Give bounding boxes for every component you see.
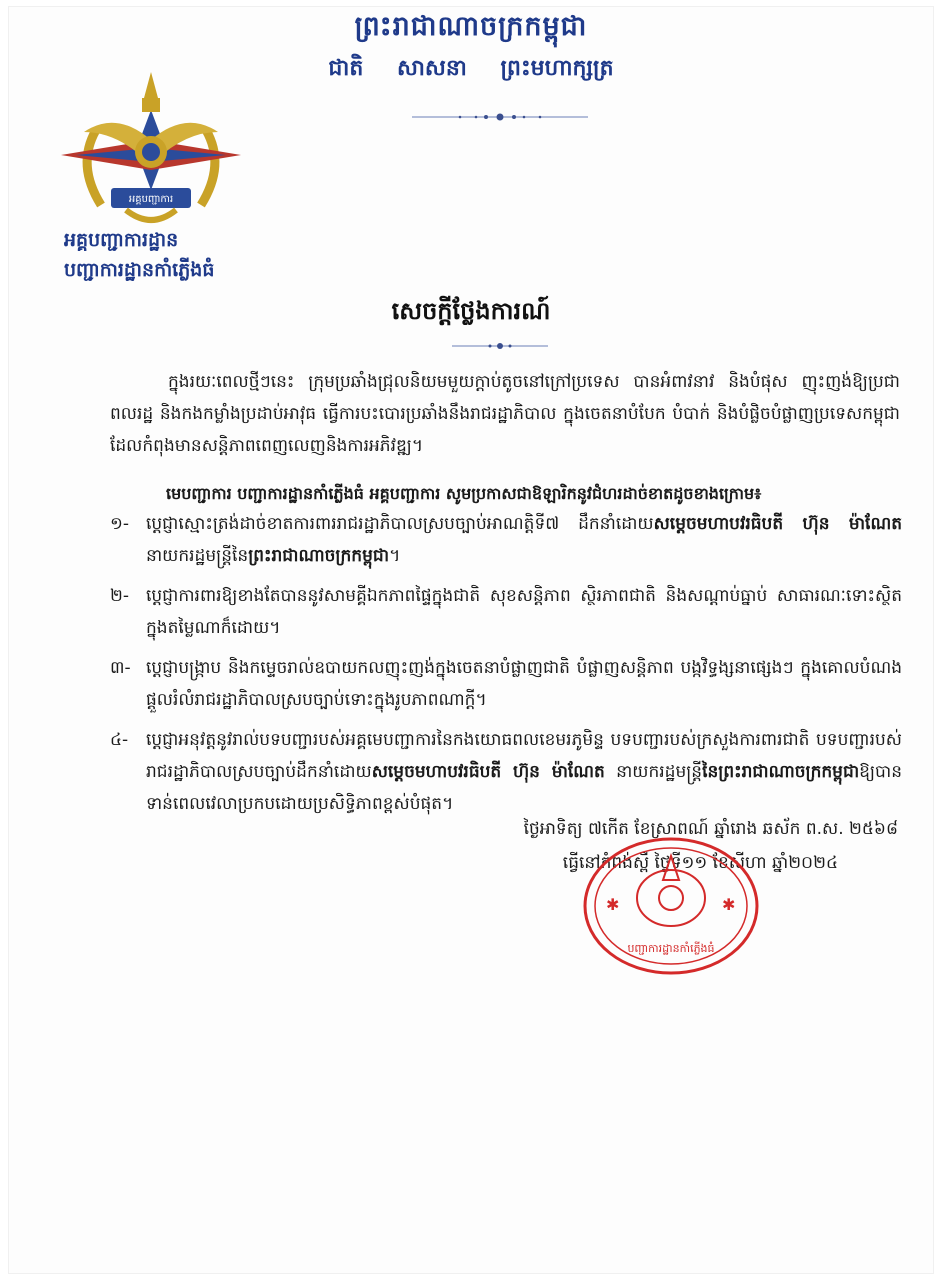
item-number: ៤- [110,730,129,750]
header-ornament [412,110,588,124]
lunar-date: ថ្ងៃអាទិត្យ ៧កើត ខែស្រាពណ៍ ឆ្នាំរោង ឆស័ក ព.ស. ២៥៦៨ [523,819,898,839]
place-and-date: ធ្វើនៅកំពង់ស្ពឺ ថ្ងៃទី១១ ខែសីហា ឆ្នាំ២០២៤ [562,853,838,873]
list-item [110,580,902,644]
document-title: សេចក្តីថ្លែងការណ៍ [391,297,551,325]
kingdom-heading: ព្រះរាជាណាចក្រកម្ពុជា [354,11,588,42]
item-number: ២- [110,586,130,606]
item-number: ១- [110,514,130,534]
emblem-banner-text: អគ្គបញ្ជាការ [128,194,174,205]
military-emblem-icon [56,70,246,230]
list-item [110,724,902,820]
organization-name-line2: បញ្ជាការដ្ឋានកាំភ្លើងធំ [64,259,215,281]
item-text: ប្តេជ្ញាស្មោះត្រង់ដាច់ខាតការពាររាជរដ្ឋាភិបាលស្របច្បាប់អាណត្តិទី៧ ដឹកនាំដោយសម្តេចមហាបវរធិបតី ហ៊ុន ម៉ាណែត នាយករដ្ឋមន្ត្រីនៃព្រះរាជាណាចក្រកម្ពុជា។ [146,514,902,566]
list-item [110,508,902,572]
opening-paragraph: ក្នុងរយៈពេលថ្មីៗនេះ ក្រុមប្រឆាំងជ្រុលនិយមមួយក្តាប់តូចនៅក្រៅប្រទេស បានអំពាវនាវ និងបំផុស ញុះញង់ឱ្យប្រជាពលរដ្ឋ និងកងកម្លាំងប្រដាប់អាវុធ ធ្វើការបះបោរប្រឆាំងនឹងរាជរដ្ឋាភិបាល ក្នុងចេតនាបំបែក បំបាក់ និងបំផ្លិចបំផ្លាញប្រទេសកម្ពុជា ដែលកំពុងមានសន្តិភាពពេញលេញនិងការអភិវឌ្ឍ។ [110,372,900,456]
list-item [110,652,902,716]
item-number: ៣- [110,658,131,678]
svg-text:✱: ✱ [606,895,620,914]
organization-name-line1: អគ្គបញ្ជាការដ្ឋាន [64,229,179,251]
svg-text:✱: ✱ [722,895,736,914]
title-ornament [452,340,548,352]
item-text: ប្តេជ្ញាបង្ក្រាប និងកម្ទេចរាល់ឧបាយកលញុះញង់ក្នុងចេតនាបំផ្លាញជាតិ បំផ្លាញសន្តិភាព បង្កវិទ្ធង្សនាផ្សេងៗ ក្នុងគោលបំណងផ្តួលរំលំរាជរដ្ឋាភិបាលស្របច្បាប់ទោះក្នុងរូបភាពណាក្តី។ [146,658,902,710]
seal-text: បញ្ជាការដ្ឋានកាំភ្លើងធំ [627,942,715,955]
national-motto: ជាតិ សាសនា ព្រះមហាក្សត្រ [328,56,614,81]
official-seal-stamp [582,836,760,976]
item-text: ប្តេជ្ញាការពារឱ្យខាងតែបាននូវសាមគ្គីឯកភាពផ្ទៃក្នុងជាតិ សុខសន្តិភាព ស្ថិរភាពជាតិ និងសណ្តាប់ធ្នាប់ សាធារណៈទោះស្ថិតក្នុងតម្លៃណាក៏ដោយ។ [146,586,902,638]
declaration-intro: មេបញ្ជាការ បញ្ជាការដ្ឋានកាំភ្លើងធំ អគ្គបញ្ជាការ សូមប្រកាសជាឱឡារិកនូវជំហរដាច់ខាតដូចខាងក្រោម៖ [166,484,762,503]
item-text: ប្តេជ្ញាអនុវត្តនូវរាល់បទបញ្ជារបស់អគ្គមេបញ្ជាការនៃកងយោធពលខេមរភូមិន្ទ បទបញ្ជារបស់ក្រសួងការពារជាតិ បទបញ្ជារបស់រាជរដ្ឋាភិបាលស្របច្បាប់ដឹកនាំដោយសម្តេចមហាបវរធិបតី ហ៊ុន ម៉ាណែត នាយករដ្ឋមន្ត្រីនៃព្រះរាជាណាចក្រកម្ពុជាឱ្យបានទាន់ពេលវេលាប្រកបដោយប្រសិទ្ធិភាពខ្ពស់បំផុត។ [146,730,902,814]
